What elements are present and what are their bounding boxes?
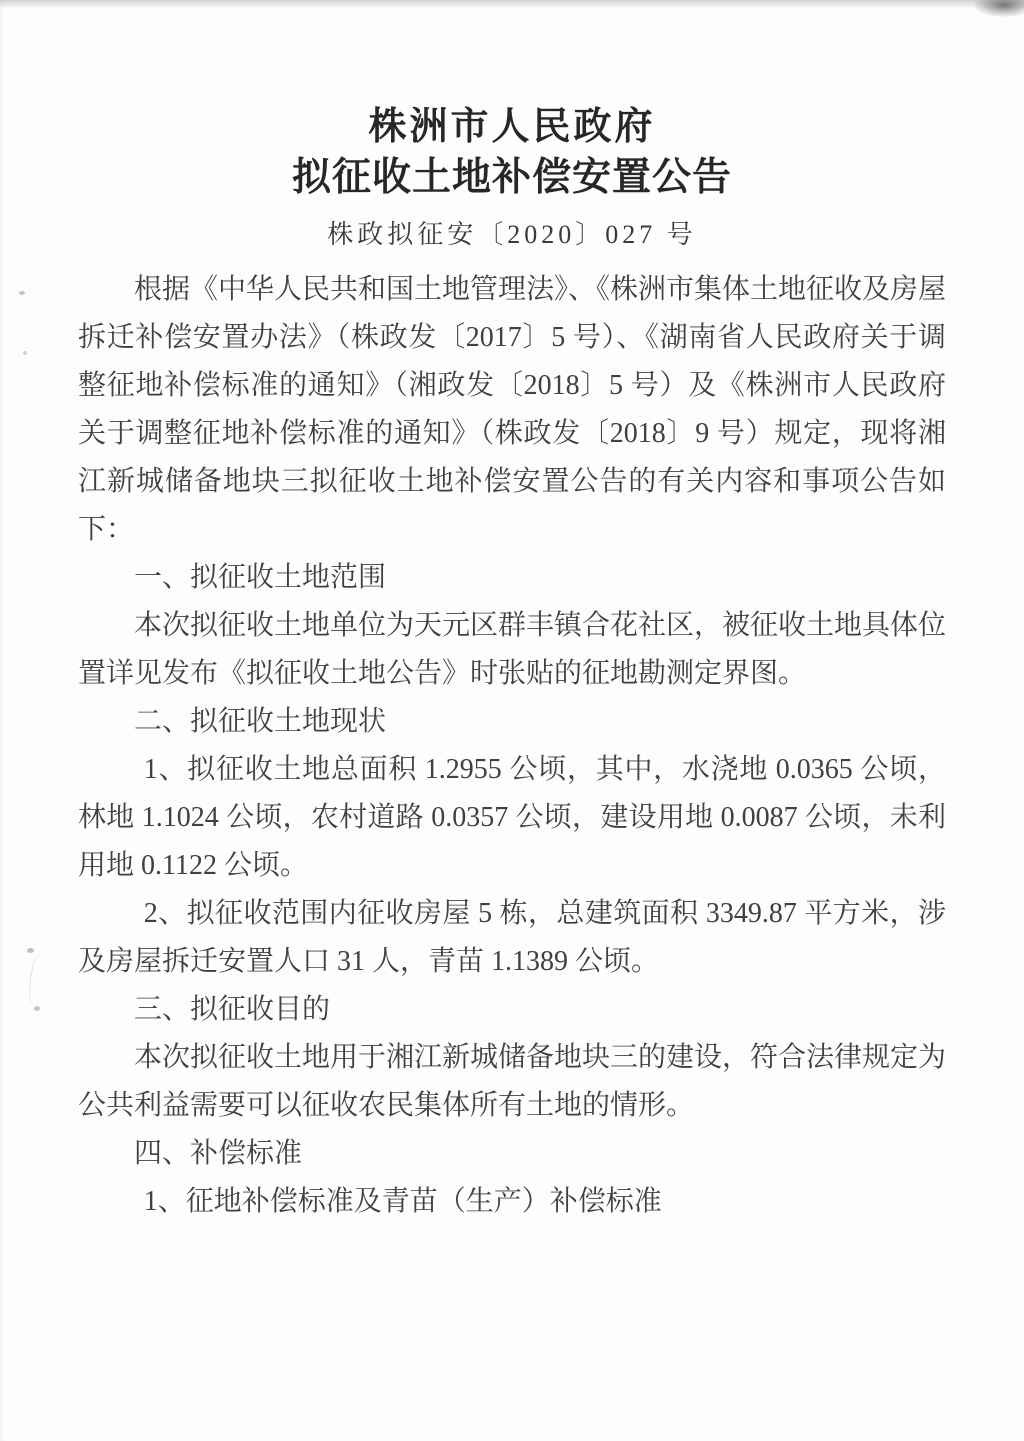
paragraph-compensation-item-1: 1、征地补偿标准及青苗（生产）补偿标准 xyxy=(143,1186,662,1217)
document-number: 株政拟征安〔2020〕027 号 xyxy=(327,220,697,249)
document-title-line1: 株洲市人民政府 xyxy=(368,106,656,148)
paragraph-legal-basis: 根据《中华人民共和国土地管理法》、《株洲市集体土地征收及房屋拆迁补偿安置办法》（株政发〔2017〕5 号）、《湖南省人民政府关于调整征地补偿标准的通知》（湘政发〔2018〕5 号）及《株洲市人民政府关于调整征地补偿标准的通知》（株政发〔2018〕9 号）规定，现将湘江新城储备地块三拟征收土地补偿安置公告的有关内容和事项公告如下： xyxy=(78,274,947,545)
heading-section-3: 三、拟征收目的 xyxy=(134,994,331,1025)
paragraph-land-status-houses: 2、拟征收范围内征收房屋 5 栋，总建筑面积 3349.87 平方米，涉及房屋拆迁安置人口 31 人，青苗 1.1389 公顷。 xyxy=(78,898,946,977)
document-header xyxy=(0,0,1024,204)
heading-section-2: 二、拟征收土地现状 xyxy=(134,706,387,737)
scan-artifact-speck xyxy=(23,351,27,355)
document-title-line2: 拟征收土地补偿安置公告 xyxy=(291,156,732,199)
heading-section-4: 四、补偿标准 xyxy=(134,1138,303,1169)
paragraph-land-status-area: 1、拟征收土地总面积 1.2955 公顷，其中，水浇地 0.0365 公顷，林地 1.1024 公顷，农村道路 0.0357 公顷，建设用地 0.0087 公顷，未利用地 0.1122 公顷。 xyxy=(78,754,946,881)
scan-artifact-speck xyxy=(19,291,25,295)
paragraph-expropriation-purpose: 本次拟征收土地用于湘江新城储备地块三的建设，符合法律规定为公共利益需要可以征收农民集体所有土地的情形。 xyxy=(78,1042,947,1121)
document-body xyxy=(0,266,1024,1226)
paragraph-land-scope: 本次拟征收土地单位为天元区群丰镇合花社区，被征收土地具体位置详见发布《拟征收土地公告》时张贴的征地勘测定界图。 xyxy=(78,610,947,689)
scan-artifact-speck xyxy=(27,948,34,953)
scan-artifact-speck xyxy=(34,1006,40,1011)
heading-section-1: 一、拟征收土地范围 xyxy=(134,562,387,593)
scan-artifact-top-band xyxy=(0,0,1024,9)
